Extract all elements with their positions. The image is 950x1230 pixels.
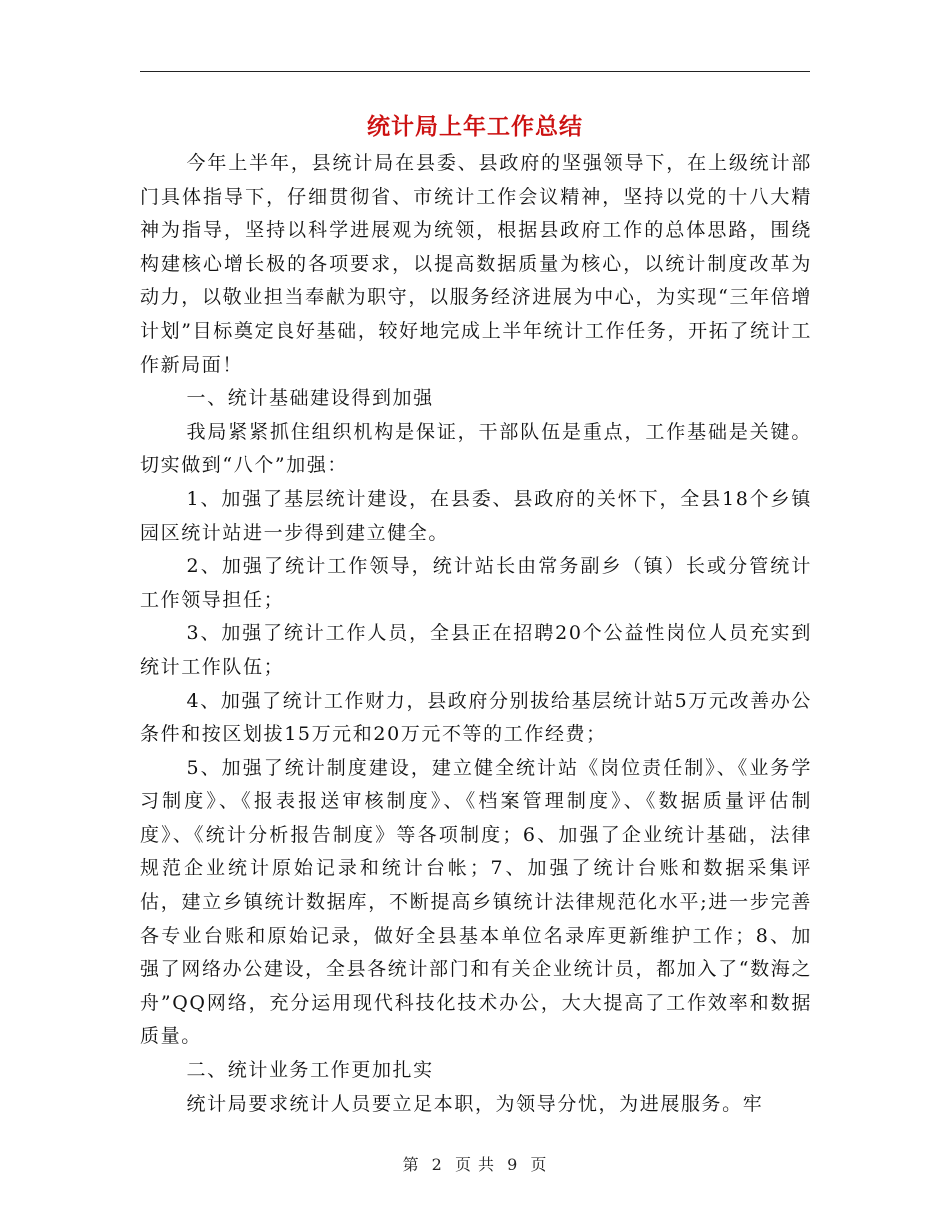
- footer-suffix: 页: [530, 1155, 548, 1174]
- section-heading-2: 二、统计业务工作更加扎实: [186, 1059, 434, 1082]
- header-rule: [140, 71, 810, 72]
- paragraph-intro: 今年上半年，县统计局在县委、县政府的坚强领导下，在上级统计部门具体指导下，仔细贯彻省、市统计工作会议精神，坚持以党的十八大精神为指导，坚持以科学进展观为统领，根据县政府工作的总体思路，围绕构建核心增长极的各项要求，以提高数据质量为核心，以统计制度改革为动力，以敬业担当奉献为职守，以服务经济进展为中心，为实现“三年倍增计划”目标奠定良好基础，较好地完成上半年统计工作任务，开拓了统计工作新局面！: [140, 152, 812, 376]
- footer-prefix: 第: [402, 1155, 420, 1174]
- paragraph: 统计局要求统计人员要立足本职，为领导分忧，为进展服务。牢: [186, 1092, 764, 1115]
- document-body: [140, 147, 812, 1121]
- footer-total-pages: 9: [507, 1155, 519, 1174]
- footer-current-page: 2: [431, 1155, 443, 1174]
- list-item: 2、加强了统计工作领导，统计站长由常务副乡（镇）长或分管统计工作领导担任；: [140, 555, 812, 611]
- section-heading-1: 一、统计基础建设得到加强: [186, 387, 434, 410]
- document-title: 统计局上年工作总结: [367, 113, 583, 140]
- footer-middle: 页 共: [454, 1155, 496, 1174]
- list-item: 4、加强了统计工作财力，县政府分别拔给基层统计站5万元改善办公条件和按区划拔15万元和20万元不等的工作经费；: [140, 689, 812, 746]
- list-item: 5、加强了统计制度建设，建立健全统计站《岗位责任制》、《业务学习制度》、《报表报送审核制度》、《档案管理制度》、《数据质量评估制度》、《统计分析报告制度》等各项制度；6、加强了企业统计基础，法律规范企业统计原始记录和统计台帐；7、加强了统计台账和数据采集评估，建立乡镇统计数据库，不断提高乡镇统计法律规范化水平;进一步完善各专业台账和原始记录，做好全县基本单位名录库更新维护工作；8、加强了网络办公建设，全县各统计部门和有关企业统计员，都加入了“数海之舟”QQ网络，充分运用现代科技化技术办公，大大提高了工作效率和数据质量。: [140, 756, 812, 1048]
- list-item: 1、加强了基层统计建设，在县委、县政府的关怀下，全县18个乡镇园区统计站进一步得到建立健全。: [140, 487, 812, 544]
- paragraph: 我局紧紧抓住组织机构是保证，干部队伍是重点，工作基础是关键。切实做到“八个”加强：: [140, 420, 812, 477]
- page-footer: [0, 1152, 950, 1175]
- list-item: 3、加强了统计工作人员，全县正在招聘20个公益性岗位人员充实到统计工作队伍；: [140, 622, 812, 678]
